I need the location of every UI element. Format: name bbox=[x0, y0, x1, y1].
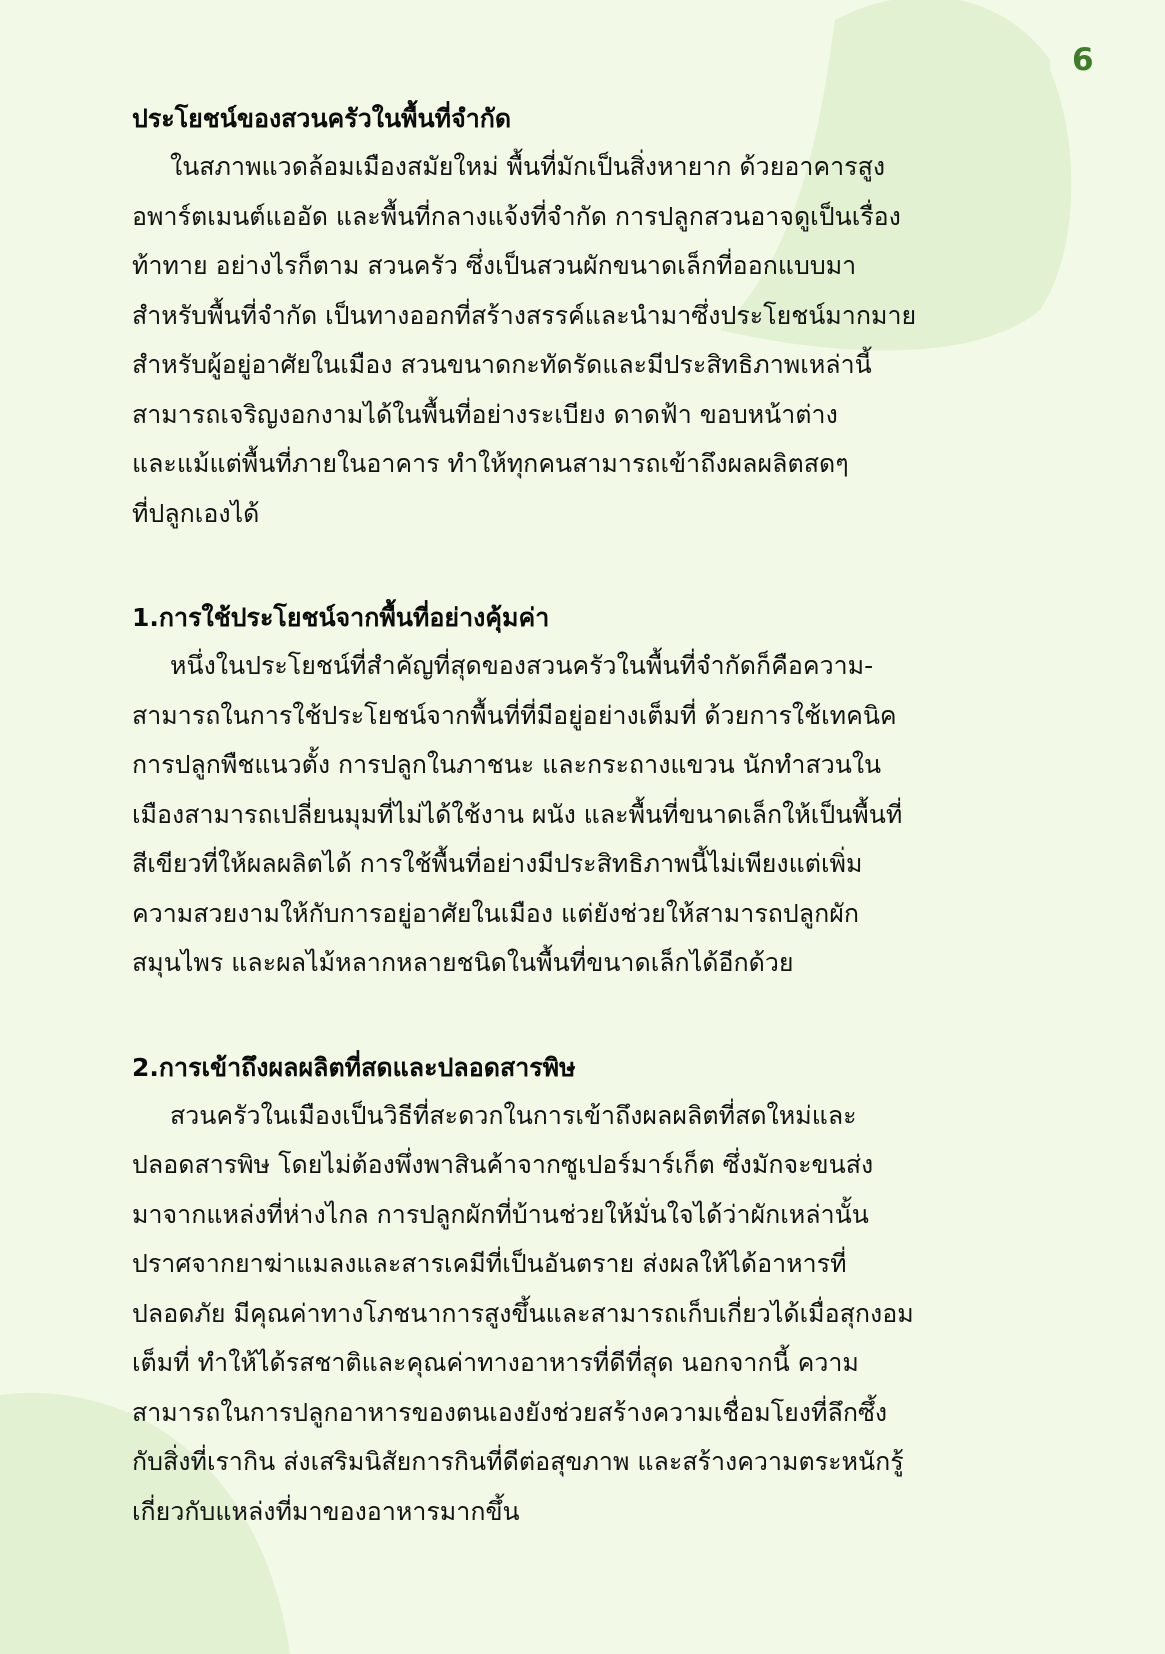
paragraph-line: อพาร์ตเมนต์แออัด และพื้นที่กลางแจ้งที่จำกัด การปลูกสวนอาจดูเป็นเรื่อง bbox=[132, 201, 901, 231]
page-number: 6 bbox=[1072, 42, 1094, 78]
paragraph-line: สำหรับผู้อยู่อาศัยในเมือง สวนขนาดกะทัดรัดและมีประสิทธิภาพเหล่านี้ bbox=[132, 350, 872, 379]
paragraph-line: ที่ปลูกเองได้ bbox=[132, 498, 260, 528]
paragraph bbox=[132, 641, 1080, 988]
document-body bbox=[132, 96, 1080, 1536]
paragraph-line: เมืองสามารถเปลี่ยนมุมที่ไม่ได้ใช้งาน ผนัง และพื้นที่ขนาดเล็กให้เป็นพื้นที่ bbox=[132, 799, 903, 829]
section-fresh-produce bbox=[132, 1045, 1080, 1537]
section-heading: 2.การเข้าถึงผลผลิตที่สดและปลอดสารพิษ bbox=[132, 1052, 576, 1082]
paragraph-line: กับสิ่งที่เรากิน ส่งเสริมนิสัยการกินที่ดีต่อสุขภาพ และสร้างความตระหนักรู้ bbox=[132, 1447, 904, 1476]
paragraph-line: และแม้แต่พื้นที่ภายในอาคาร ทำให้ทุกคนสามารถเข้าถึงผลผลิตสดๆ bbox=[132, 449, 849, 478]
paragraph-line: สามารถในการปลูกอาหารของตนเองยังช่วยสร้างความเชื่อมโยงที่ลึกซึ้ง bbox=[132, 1397, 888, 1427]
section-heading: 1.การใช้ประโยชน์จากพื้นที่อย่างคุ้มค่า bbox=[132, 603, 550, 632]
paragraph-line: สามารถเจริญงอกงามได้ในพื้นที่อย่างระเบียง ดาดฟ้า ขอบหน้าต่าง bbox=[132, 399, 838, 429]
section-heading: ประโยชน์ของสวนครัวในพื้นที่จำกัด bbox=[132, 104, 512, 133]
paragraph-line: ในสภาพแวดล้อมเมืองสมัยใหม่ พื้นที่มักเป็นสิ่งหายาก ด้วยอาคารสูง bbox=[170, 152, 886, 181]
paragraph-line: การปลูกพืชแนวตั้ง การปลูกในภาชนะ และกระถางแขวน นักทำสวนใน bbox=[132, 750, 882, 779]
paragraph-line: สีเขียวที่ให้ผลผลิตได้ การใช้พื้นที่อย่างมีประสิทธิภาพนี้ไม่เพียงแต่เพิ่ม bbox=[132, 849, 863, 878]
paragraph-line: สมุนไพร และผลไม้หลากหลายชนิดในพื้นที่ขนาดเล็กได้อีกด้วย bbox=[132, 948, 794, 977]
section-intro bbox=[132, 96, 1080, 538]
paragraph-line: ปราศจากยาฆ่าแมลงและสารเคมีที่เป็นอันตราย ส่งผลให้ได้อาหารที่ bbox=[132, 1249, 847, 1278]
section-space-efficiency bbox=[132, 595, 1080, 988]
paragraph-line: มาจากแหล่งที่ห่างไกล การปลูกผักที่บ้านช่วยให้มั่นใจได้ว่าผักเหล่านั้น bbox=[132, 1199, 869, 1229]
paragraph-line: เต็มที่ ทำให้ได้รสชาติและคุณค่าทางอาหารที่ดีที่สุด นอกจากนี้ ความ bbox=[132, 1348, 859, 1377]
paragraph-line: สำหรับพื้นที่จำกัด เป็นทางออกที่สร้างสรรค์และนำมาซึ่งประโยชน์มากมาย bbox=[132, 300, 917, 330]
section-spacer bbox=[132, 988, 1080, 1045]
paragraph-line: เกี่ยวกับแหล่งที่มาของอาหารมากขึ้น bbox=[132, 1496, 520, 1526]
paragraph-line: สามารถในการใช้ประโยชน์จากพื้นที่ที่มีอยู่อย่างเต็มที่ ด้วยการใช้เทคนิค bbox=[132, 700, 897, 730]
section-spacer bbox=[132, 538, 1080, 595]
paragraph-line: สวนครัวในเมืองเป็นวิธีที่สะดวกในการเข้าถึงผลผลิตที่สดใหม่และ bbox=[170, 1100, 857, 1130]
paragraph bbox=[132, 1091, 1080, 1537]
paragraph-line: ปลอดสารพิษ โดยไม่ต้องพึ่งพาสินค้าจากซูเปอร์มาร์เก็ต ซึ่งมักจะขนส่ง bbox=[132, 1150, 874, 1179]
paragraph-line: ความสวยงามให้กับการอยู่อาศัยในเมือง แต่ยังช่วยให้สามารถปลูกผัก bbox=[132, 898, 860, 928]
paragraph-line: ท้าทาย อย่างไรก็ตาม สวนครัว ซึ่งเป็นสวนผักขนาดเล็กที่ออกแบบมา bbox=[132, 251, 857, 280]
paragraph-line: หนึ่งในประโยชน์ที่สำคัญที่สุดของสวนครัวในพื้นที่จำกัดก็คือความ- bbox=[170, 651, 874, 680]
paragraph bbox=[132, 142, 1080, 538]
paragraph-line: ปลอดภัย มีคุณค่าทางโภชนาการสูงขึ้นและสามารถเก็บเกี่ยวได้เมื่อสุกงอม bbox=[132, 1298, 914, 1328]
